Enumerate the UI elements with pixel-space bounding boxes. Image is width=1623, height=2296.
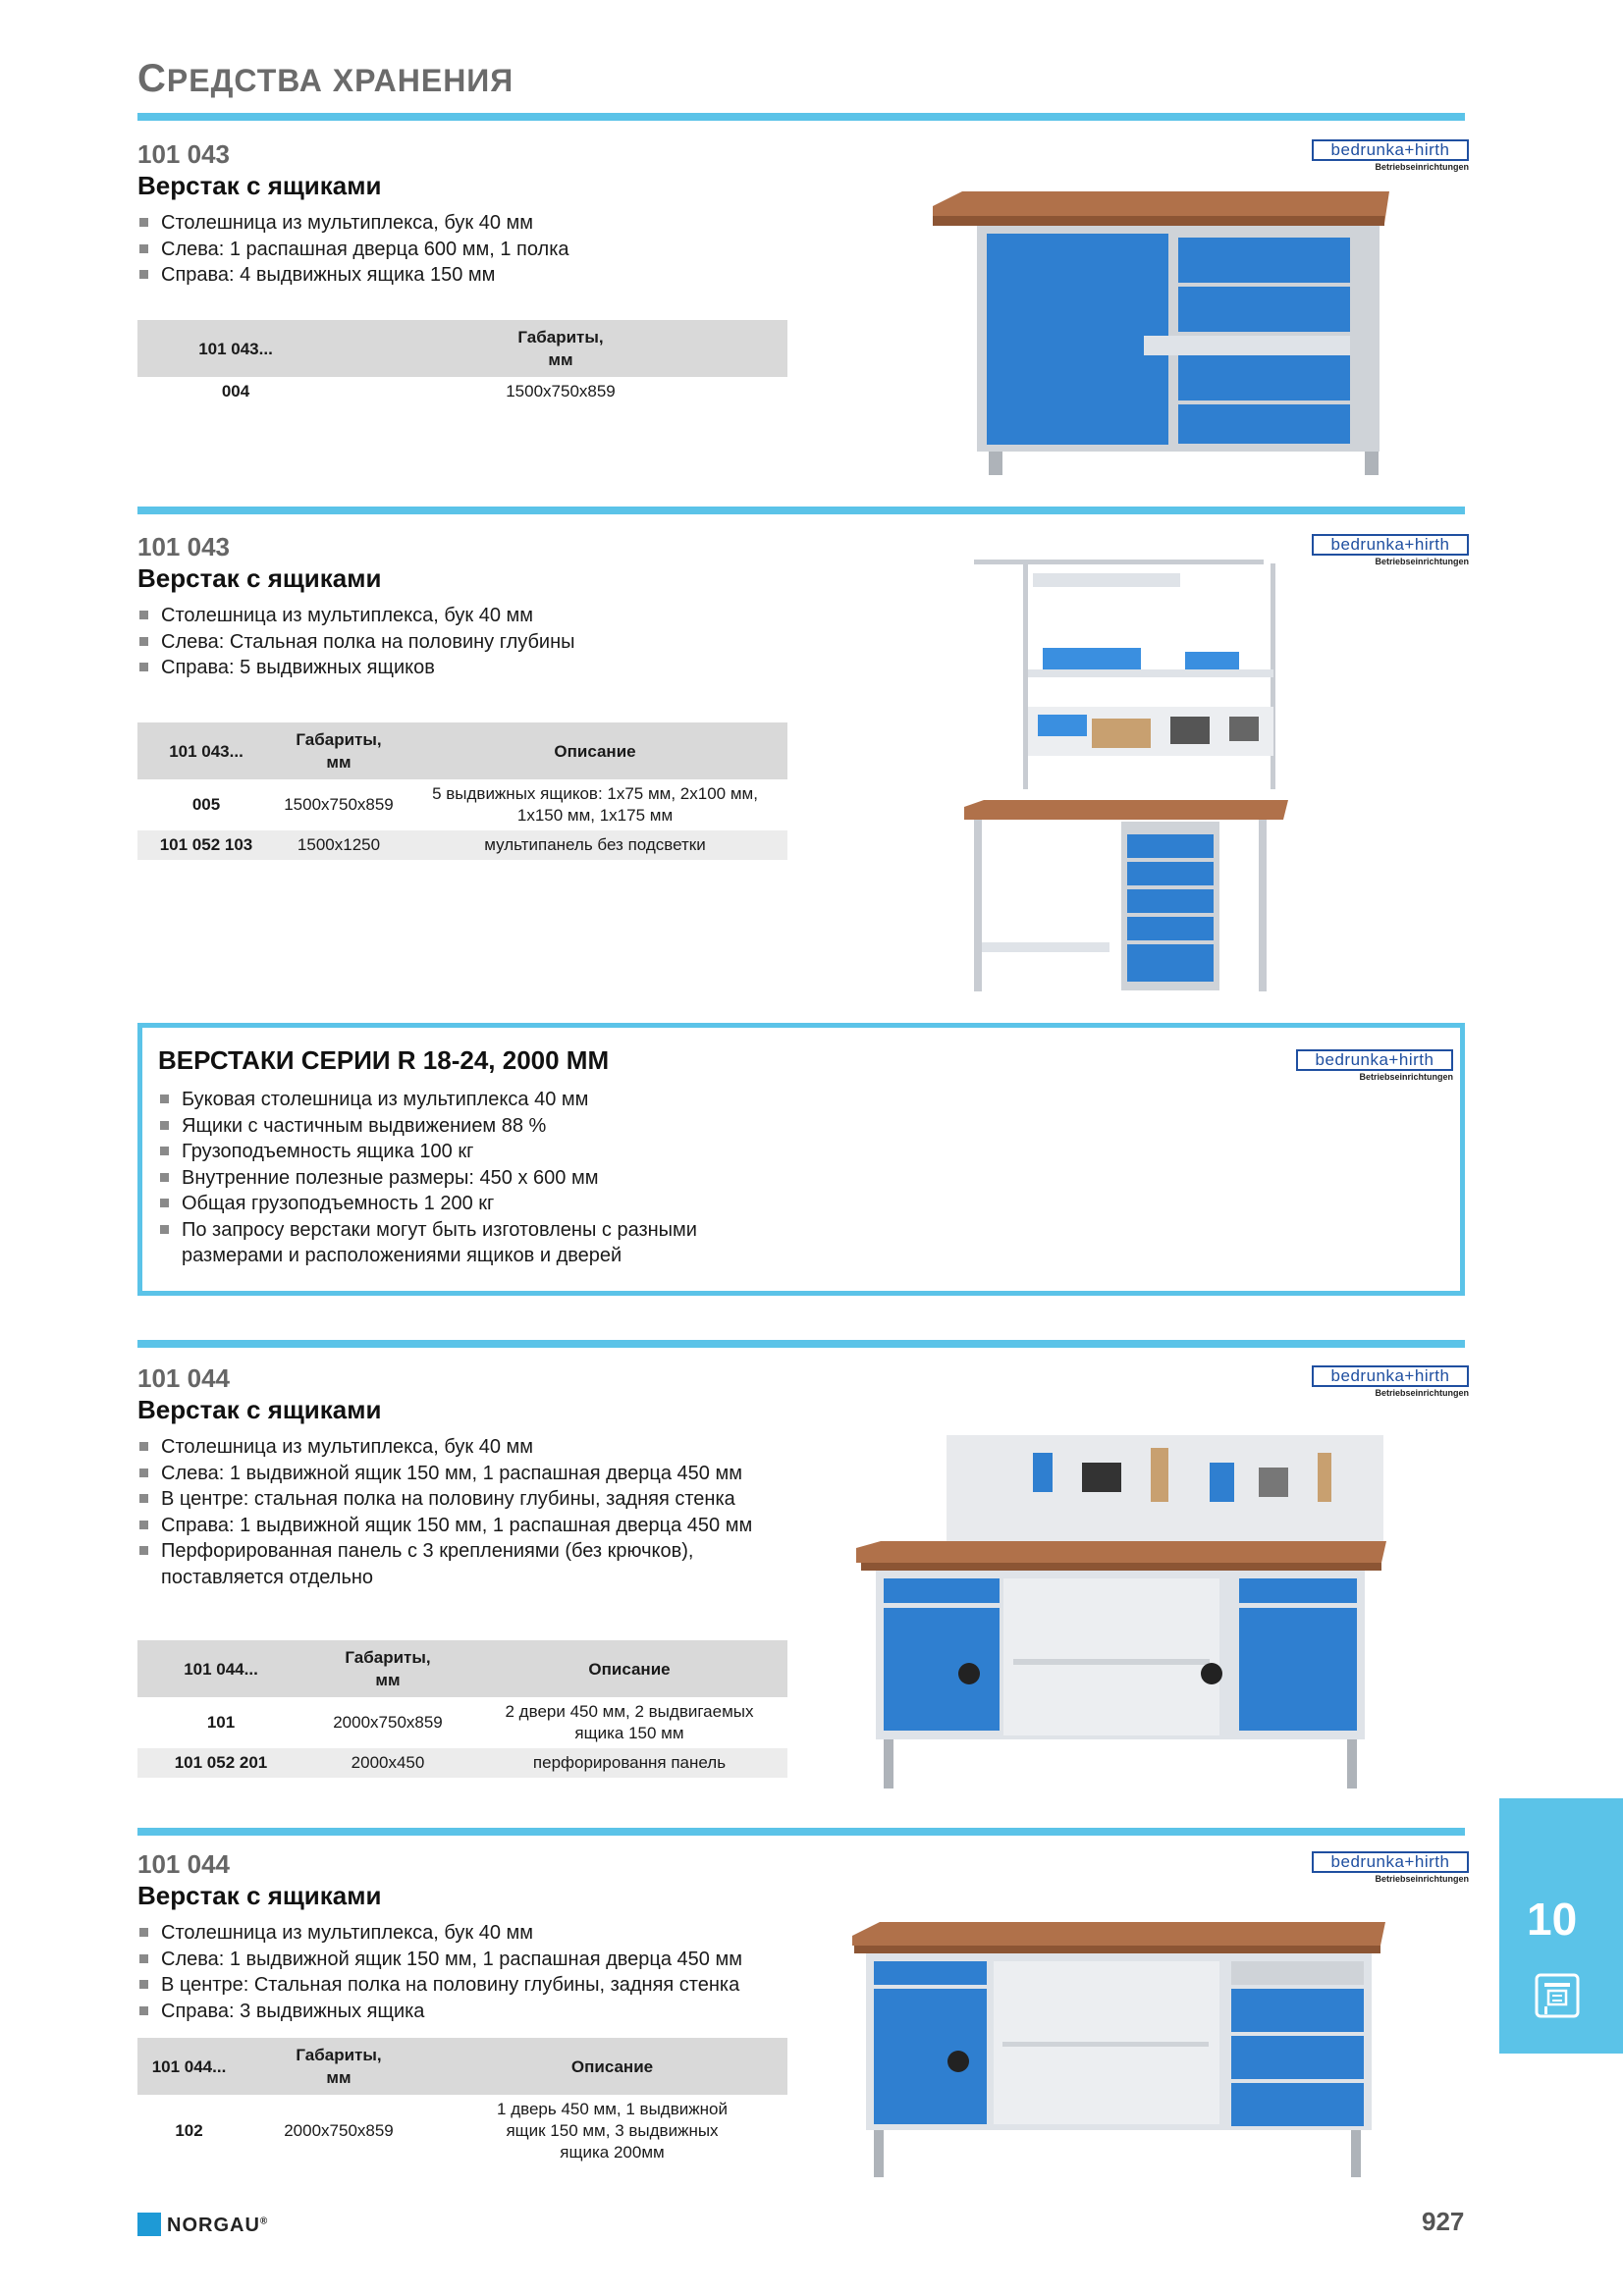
feature-item: Слева: 1 выдвижной ящик 150 мм, 1 распашная дверца 450 мм bbox=[137, 1461, 766, 1487]
workbench-perforated-panel-image bbox=[856, 1433, 1391, 1801]
workbench-multipanel-image bbox=[964, 550, 1303, 1001]
bedrunka-hirth-logo: bedrunka+hirth Betriebseinrichtungen bbox=[1312, 534, 1469, 567]
table-row bbox=[137, 1697, 787, 1748]
feature-item: Ящики с частичным выдвижением 88 % bbox=[158, 1113, 786, 1140]
column-header: Габариты, мм bbox=[334, 320, 787, 377]
table-cell: 1 дверь 450 мм, 1 выдвижной ящик 150 мм, 3 выдвижных ящика 200мм bbox=[497, 2100, 728, 2162]
column-header: 101 044... bbox=[137, 1640, 304, 1697]
section-rule bbox=[137, 507, 1465, 514]
table-header-row bbox=[137, 1640, 787, 1697]
spec-table bbox=[137, 2038, 787, 2167]
table-cell: мультипанель без подсветки bbox=[403, 830, 787, 860]
feature-item: Грузоподъемность ящика 100 кг bbox=[158, 1139, 786, 1165]
table-cell: 2000x750x859 bbox=[284, 2121, 394, 2140]
table-cell: 2000x450 bbox=[304, 1748, 471, 1778]
column-header: Описание bbox=[437, 2038, 787, 2095]
article-number: 101 043 bbox=[137, 532, 230, 561]
table-header-row bbox=[137, 722, 787, 779]
feature-item: По запросу верстаки могут быть изготовлены с разными размерами и расположениями ящиков и дверей bbox=[158, 1217, 786, 1269]
feature-item: Справа: 4 выдвижных ящика 150 мм bbox=[137, 262, 569, 289]
spec-table bbox=[137, 722, 787, 860]
table-cell: 1500x750x859 bbox=[506, 382, 616, 400]
feature-item: В центре: Стальная полка на половину глубины, задняя стенка bbox=[137, 1972, 766, 1999]
feature-list bbox=[137, 1920, 766, 2024]
bedrunka-hirth-logo: bedrunka+hirth Betriebseinrichtungen bbox=[1312, 1851, 1469, 1885]
chapter-number: 10 bbox=[1527, 1894, 1578, 1945]
bedrunka-hirth-logo: bedrunka+hirth Betriebseinrichtungen bbox=[1296, 1049, 1453, 1083]
product-name: Верстак с ящиками bbox=[137, 171, 382, 200]
column-header: 101 043... bbox=[137, 320, 334, 377]
feature-item: Столешница из мультиплекса, бук 40 мм bbox=[137, 603, 575, 629]
feature-item: Буковая столешница из мультиплекса 40 мм bbox=[158, 1087, 786, 1113]
section-rule bbox=[137, 1340, 1465, 1348]
column-header: 101 043... bbox=[137, 722, 275, 779]
column-header: Описание bbox=[471, 1640, 787, 1697]
spec-table bbox=[137, 1640, 787, 1778]
column-header: Габариты, мм bbox=[241, 2038, 437, 2095]
title-rule bbox=[137, 113, 1465, 121]
column-header: Габариты, мм bbox=[275, 722, 403, 779]
norgau-logo-mark bbox=[137, 2213, 161, 2236]
article-number: 101 044 bbox=[137, 1849, 230, 1879]
article-number: 101 043 bbox=[137, 139, 230, 169]
feature-item: Столешница из мультиплекса, бук 40 мм bbox=[137, 1434, 766, 1461]
feature-list bbox=[137, 210, 569, 289]
feature-item: Слева: 1 распашная дверца 600 мм, 1 полка bbox=[137, 237, 569, 263]
table-cell: 1500x750x859 bbox=[284, 795, 394, 814]
feature-item: Справа: 3 выдвижных ящика bbox=[137, 1999, 766, 2025]
series-info-box bbox=[137, 1023, 1465, 1296]
feature-item: Столешница из мультиплекса, бук 40 мм bbox=[137, 210, 569, 237]
feature-item: Общая грузоподъемность 1 200 кг bbox=[158, 1191, 786, 1217]
table-row bbox=[137, 377, 787, 406]
page-title: СРЕДСТВА ХРАНЕНИЯ bbox=[137, 57, 514, 100]
feature-item: Слева: Стальная полка на половину глубины bbox=[137, 629, 575, 656]
page-number: 927 bbox=[1422, 2207, 1465, 2236]
table-cell: 5 выдвижных ящиков: 1x75 мм, 2x100 мм, 1x150 мм, 1x175 мм bbox=[432, 784, 758, 825]
column-header: Габариты, мм bbox=[304, 1640, 471, 1697]
table-cell: 102 bbox=[175, 2121, 203, 2140]
product-name: Верстак с ящиками bbox=[137, 1395, 382, 1424]
feature-item: Перфорированная панель с 3 креплениями (без крючков), поставляется отдельно bbox=[137, 1538, 766, 1590]
feature-item: Слева: 1 выдвижной ящик 150 мм, 1 распашная дверца 450 мм bbox=[137, 1947, 766, 1973]
table-cell: перфорировання панель bbox=[471, 1748, 787, 1778]
table-cell: 101 052 103 bbox=[137, 830, 275, 860]
table-cell: 101 052 201 bbox=[137, 1748, 304, 1778]
table-header-row bbox=[137, 2038, 787, 2095]
table-row bbox=[137, 830, 787, 860]
chapter-tab[interactable] bbox=[1499, 1798, 1623, 2054]
workbench-icon bbox=[1535, 1973, 1580, 2018]
feature-item: В центре: стальная полка на половину глубины, задняя стенка bbox=[137, 1486, 766, 1513]
bedrunka-hirth-logo: bedrunka+hirth Betriebseinrichtungen bbox=[1312, 139, 1469, 173]
product-name: Верстак с ящиками bbox=[137, 563, 382, 593]
column-header: Описание bbox=[403, 722, 787, 779]
table-cell: 101 bbox=[206, 1713, 236, 1732]
section-rule bbox=[137, 1828, 1465, 1836]
table-row bbox=[137, 2095, 787, 2167]
feature-item: Справа: 1 выдвижной ящик 150 мм, 1 распашная дверца 450 мм bbox=[137, 1513, 766, 1539]
workbench-image bbox=[928, 187, 1394, 476]
table-cell: 1500x1250 bbox=[275, 830, 403, 860]
series-title: ВЕРСТАКИ СЕРИИ R 18-24, 2000 ММ bbox=[158, 1045, 610, 1075]
feature-list bbox=[137, 603, 575, 681]
series-feature-list bbox=[158, 1087, 786, 1269]
feature-list bbox=[137, 1434, 766, 1590]
bedrunka-hirth-logo: bedrunka+hirth Betriebseinrichtungen bbox=[1312, 1365, 1469, 1399]
column-header: 101 044... bbox=[137, 2038, 241, 2095]
table-header-row bbox=[137, 320, 787, 377]
table-cell: 005 bbox=[191, 795, 221, 814]
feature-item: Внутренние полезные размеры: 450 х 600 мм bbox=[158, 1165, 786, 1192]
table-row bbox=[137, 779, 787, 830]
table-cell: 2000x750x859 bbox=[333, 1713, 443, 1732]
workbench-drawers-image bbox=[850, 1914, 1388, 2184]
table-cell: 004 bbox=[221, 382, 250, 400]
spec-table bbox=[137, 320, 787, 406]
table-cell: 2 двери 450 мм, 2 выдвигаемых ящика 150 мм bbox=[505, 1702, 754, 1742]
norgau-wordmark: NORGAU® bbox=[167, 2215, 269, 2236]
article-number: 101 044 bbox=[137, 1363, 230, 1393]
feature-item: Справа: 5 выдвижных ящиков bbox=[137, 655, 575, 681]
feature-item: Столешница из мультиплекса, бук 40 мм bbox=[137, 1920, 766, 1947]
table-row bbox=[137, 1748, 787, 1778]
product-name: Верстак с ящиками bbox=[137, 1881, 382, 1910]
